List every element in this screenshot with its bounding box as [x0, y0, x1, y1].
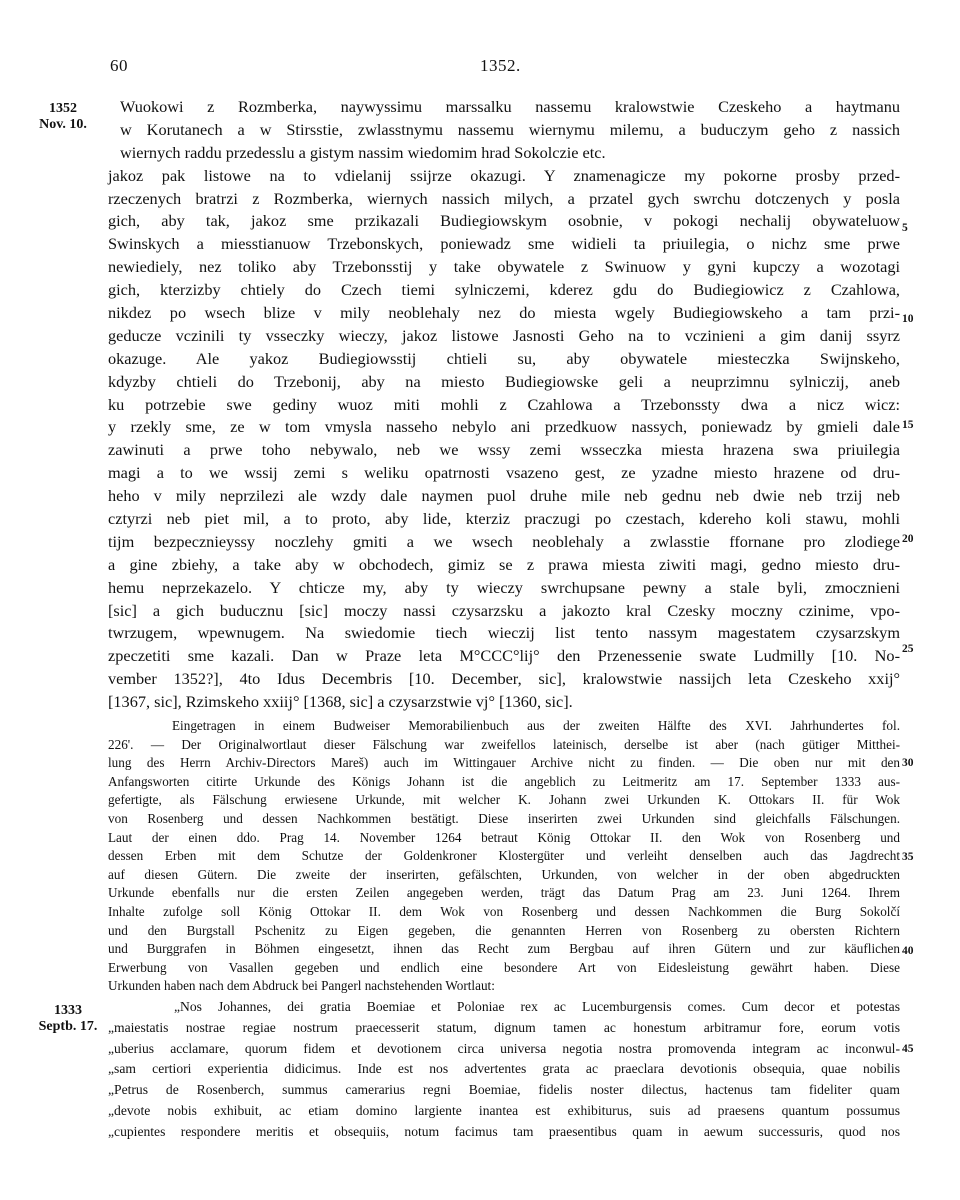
line-number: 10: [902, 313, 914, 325]
note-line: Inhalte zufolge soll König Ottokar II. dem Wok von Rosenberg und dessen Nachkommen die Burg Sokolčí: [108, 903, 900, 919]
line-number: 45: [902, 1043, 914, 1055]
running-head-year: 1352.: [480, 56, 521, 75]
text-line: hemu neprzekazelo. Y chticze my, aby ty wieczy swrchupsane pewny a stale byli, zmocznieni: [108, 577, 900, 597]
line-number: 35: [902, 851, 914, 863]
quote-line: „sam certiori experientia didicimus. Inde est nos advertentes grata ac praeclara devotionis obsequia, quae nobilis: [108, 1061, 900, 1077]
text-line: tijm bezpecznieyssy noczlehy gmiti a we wsech neoblehaly a zwlasstie ffornane pro zlodiege: [108, 531, 900, 551]
text-line: y rzekly sme, ze w tom vmysla nasseho nebylo ani przedkuow nassych, poniewadz by gmieli dale: [108, 417, 900, 437]
text-line: kdyzby chtieli do Trzebonij, aby na miesto Budiegiowske geli a neuprzimnu sylniczij, aneb: [108, 371, 900, 391]
margin-date-year: 1352: [49, 101, 77, 116]
text-line: zpeczetiti sme kazali. Dan w Praze leta M°CCC°lij° den Przenessenie swate Ludmilly [10. No-: [108, 646, 900, 666]
quote-line: „Petrus de Rosenberch, summus camerarius regni Boemiae, fidelis noster dilectus, hactenus tam fideliter quam: [108, 1082, 900, 1098]
margin-date-note: [28, 1003, 108, 1035]
line-number: 20: [902, 533, 914, 545]
text-line: gich, aby tak, jakoz sme przikazali Budiegiowskym osobnie, v pokogi nechalij obywateluow: [108, 211, 900, 231]
text-line: gich, kterzizby chtiely do Czech tiemi sylniczemi, kderez gdu do Budiegiowicz z Czahlowa,: [108, 280, 900, 300]
line-number: 15: [902, 419, 914, 431]
margin-date-year: 1333: [54, 1003, 82, 1018]
margin-date-day: Nov. 10.: [39, 117, 87, 132]
main-text-block: [108, 96, 900, 714]
line-number: 30: [902, 757, 914, 769]
note-line: Anfangsworten citirte Urkunde des Königs Johann ist die angeblich zu Leitmeritz am 17. September 1333 aus-: [108, 773, 900, 789]
note-line: Urkunde ebenfalls nur die ersten Zeilen angegeben werden, trägt das Datum Prag am 23. Juni 1264. Ihrem: [108, 885, 900, 901]
quote-line: „Nos Johannes, dei gratia Boemiae et Poloniae rex ac Lucemburgensis comes. Cum decor et potestas: [174, 999, 900, 1014]
text-line: jakoz pak listowe na to vdielanij ssijrze okazugi. Y znamenagicze my pokorne prosby przed-: [108, 165, 900, 185]
quoted-charter-block: [108, 997, 900, 1143]
text-line: [sic] a gich buducznu [sic] moczy nassi czysarzsku a jakozto kral Czesky moczny czinime, vpo-: [108, 600, 900, 620]
quote-line: „maiestatis nostrae regiae nostrum praecesserit statum, dignum tamen ac honestum arbitramur fore, eorum votis: [108, 1019, 900, 1035]
note-line: von Rosenberg und dessen Nachkommen bestätigt. Diese inserirten zwei Urkunden sind gleichfalls Fälschungen.: [108, 810, 900, 826]
note-line: gefertigte, als Fälschung erwiesene Urkunde, mit welcher K. Johann zwei Urkunden K. Ottokars II. für Wok: [108, 792, 900, 808]
text-line: cztyrzi neb piet mil, a to proto, aby lide, kterziz praczugi po czestach, kdereho koli stawu, mohli: [108, 509, 900, 529]
text-line: [1367, sic], Rzimskeho xxiij° [1368, sic] a czysarzstwie vj° [1360, sic].: [108, 692, 573, 712]
page-number: 60: [110, 56, 128, 75]
note-line: lung des Herrn Archiv-Directors Mareš) auch im Wittingauer Archive nicht zu finden. — Die oben nur mit den: [108, 755, 900, 771]
note-line: 226'. — Der Originalwortlaut dieser Fälschung war zweifellos lateinisch, derselbe ist aber (nach gütiger Mitthei-: [108, 736, 900, 752]
text-line: Wuokowi z Rozmberka, naywyssimu marssalku nassemu kralowstwie Czeskeho a haytmanu: [120, 97, 900, 116]
text-line: vember 1352?], 4to Idus Decembris [10. December, sic], kralowstwie nassijch leta Czeskeho xxij°: [108, 669, 900, 689]
quote-line: „devote nobis exhibuit, ac etiam domino largiente inantea est exhibiturus, suis ad praesens quantum possumus: [108, 1102, 900, 1118]
quote-line: „uberius acclamare, quorum fidem et devotionem circa universa negotia nostra promovenda integram ac inconwul-: [108, 1040, 900, 1056]
margin-date-day: Septb. 17.: [38, 1019, 98, 1034]
note-line: und Burggrafen in Böhmen eingesetzt, ihnen das Recht zum Bergbau auf ihren Gütern und zur käuflichen: [108, 941, 900, 957]
note-line: Eingetragen in einem Budweiser Memorabilienbuch aus der zweiten Hälfte des XVI. Jahrhundertes fol.: [172, 718, 900, 733]
text-line: wiernych raddu przedesslu a gistym nassim wiedomim hrad Sokolczie etc.: [120, 142, 606, 162]
page-header: [0, 56, 960, 80]
line-number: 40: [902, 945, 914, 957]
text-line: magi a to we wssij zemi s weliku opatrnosti vsazeno gest, ze yzadne miesto hrazene od dru-: [108, 463, 900, 483]
note-line: dessen Erben mit dem Schutze der Goldenkroner Klostergüter und verleiht denselben auch das Jagdrecht: [108, 848, 900, 864]
margin-date-note: [33, 101, 93, 133]
text-line: twrzugem, wpewnugem. Na swiedomie tiech wieczij list tento nassym magestatem czysarzskym: [108, 623, 900, 643]
line-number: 5: [902, 222, 908, 234]
text-line: newiediely, nez toliko aby Trzebonsstij y take obywatele z Swinuow y gyni kupczy a wozotagi: [108, 257, 900, 277]
quote-line: „cupientes respondere meritis et obsequiis, notum facimus tam praesentibus quam in aewum successuris, quod nos: [108, 1123, 900, 1139]
note-line: Laut der einen ddo. Prag 14. November 1264 betraut König Ottokar II. den Wok von Rosenberg und: [108, 829, 900, 845]
text-line: a gine zbiehy, a take aby w obchodech, gimiz se z prawa miesta ziwiti magi, gedno miesto dru-: [108, 554, 900, 574]
text-line: w Korutanech a w Stirsstie, zwlasstnymu nassemu wiernymu milemu, a buduczym geho z nassich: [120, 119, 900, 139]
note-line: und den Burgstall Pschenitz zu Eigen gegeben, die genannten Herren von Rosenberg zu obersten Richtern: [108, 922, 900, 938]
text-line: zawinuti a prwe toho nebywalo, neb we wssy zemi wsseczka miesta hrazena swa priuilegia: [108, 440, 900, 460]
text-line: geducze vczinili ty vsseczky wieczy, jakoz listowe Jasnosti Geho na to vczinieni a gim danij ssyrz: [108, 325, 900, 345]
text-line: ku potrzebie swe gediny wuoz miti mohli z Czahlowa a Trzebonssty dwa a nicz wicz:: [108, 394, 900, 414]
text-line: rzeczenych bratrzi z Rozmberka, wiernych nassich milych, a przatel gych swrchu dotczenych y posla: [108, 188, 900, 208]
text-line: okazuge. Ale yakoz Budiegiowsstij chtieli su, aby obywatele miesteczka Swijnskeho,: [108, 348, 900, 368]
text-line: nikdez po wsech blize v mily neoblehaly nez do miesta wgely Budiegiowskeho a tam przi-: [108, 303, 900, 323]
text-line: Swinskych a miesstianuow Trzebonskych, poniewadz sme widieli ta priuilegia, o nichz sme prwe: [108, 234, 900, 254]
editorial-notes-block: [108, 717, 900, 996]
note-line: Urkunden haben nach dem Abdruck bei Pangerl nachstehenden Wortlaut:: [108, 978, 495, 994]
line-number: 25: [902, 643, 914, 655]
note-line: auf diesen Gütern. Die zweite der inserirten, gefälschten, Urkunden, von welcher in der oben abgedruckten: [108, 866, 900, 882]
note-line: Erwerbung von Vasallen gegeben und endlich eine besondere Art von Eidesleistung gewährt haben. Diese: [108, 959, 900, 975]
text-line: heho v mily neprzilezi ale wzdy dale naymen puol druhe mile neb gednu neb dwie neb trzij neb: [108, 486, 900, 506]
